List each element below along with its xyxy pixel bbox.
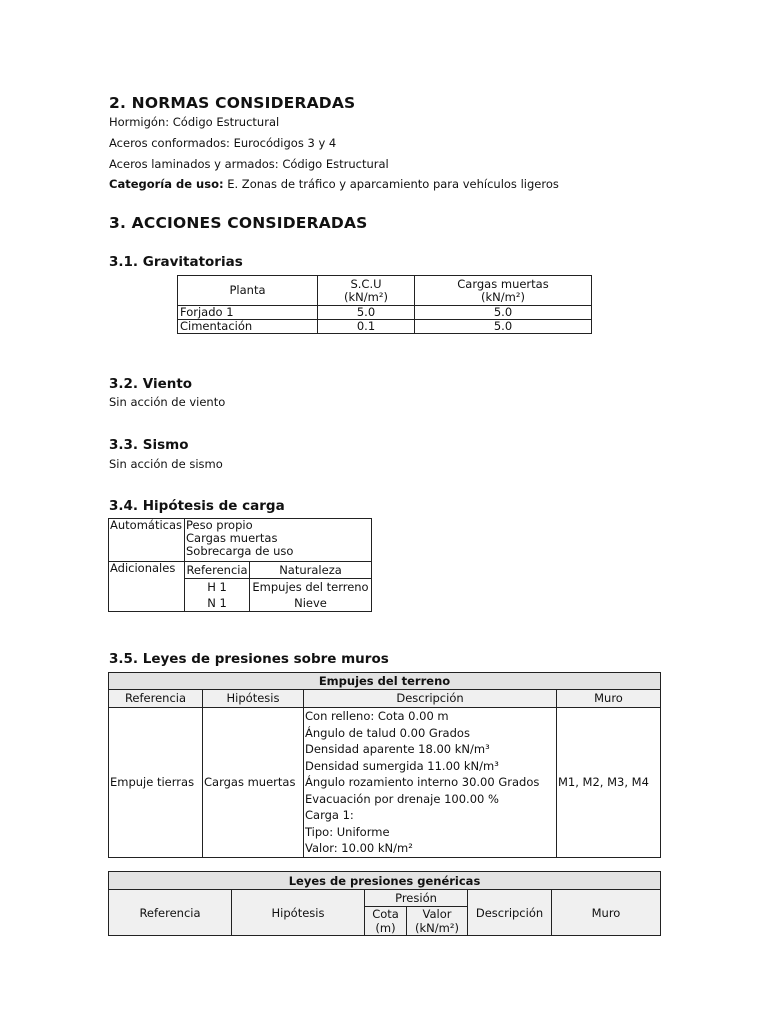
- hipotesis-cell: Cargas muertas: [203, 708, 304, 858]
- table-row: [178, 306, 592, 320]
- ref-cell: N 1: [185, 595, 250, 611]
- section-3-title: 3. ACCIONES CONSIDERADAS: [109, 214, 368, 232]
- nat-cell: Empujes del terreno: [252, 580, 369, 594]
- genericas-table-title: Leyes de presiones genéricas: [109, 872, 661, 890]
- adicionales-table: [185, 562, 371, 611]
- norma-hormigon: Hormigón: Código Estructural: [109, 115, 280, 129]
- table-row: [185, 595, 371, 611]
- empujes-table-title: Empujes del terreno: [109, 673, 661, 690]
- list-item: Peso propio: [186, 518, 253, 532]
- planta-cell: Cimentación: [178, 320, 318, 334]
- automaticas-label: Automáticas: [109, 519, 185, 562]
- categoria-uso-label: Categoría de uso:: [109, 177, 224, 191]
- cm-cell: 5.0: [415, 320, 592, 334]
- cm-cell: 5.0: [415, 306, 592, 320]
- adicionales-cell: [185, 562, 372, 612]
- descripcion-cell: Con relleno: Cota 0.00 m Ángulo de talud 0.00 Grados Densidad aparente 18.00 kN/m³ Densidad sumergida 11.00 kN/m³ Ángulo rozamiento interno 30.00 Grados Evacuación por drenaje 100.00 % Carga 1: Tipo: Uniforme Valor: 10.00 kN/m²: [304, 708, 557, 858]
- col-descripcion: Descripción: [468, 890, 552, 936]
- ref-cell: H 1: [185, 579, 250, 596]
- viento-text: Sin acción de viento: [109, 395, 226, 409]
- categoria-uso-value: E. Zonas de tráfico y aparcamiento para vehículos ligeros: [223, 177, 559, 191]
- gravitatorias-table: [177, 275, 592, 334]
- col-muro: Muro: [557, 690, 661, 708]
- nat-cell: Nieve: [294, 596, 327, 610]
- sismo-title: 3.3. Sismo: [109, 437, 189, 453]
- norma-aceros-laminados: Aceros laminados y armados: Código Estructural: [109, 157, 389, 171]
- table-row: [109, 708, 661, 858]
- col-hipotesis: Hipótesis: [232, 890, 365, 936]
- list-item: Cargas muertas: [186, 531, 278, 545]
- col-hipotesis: Hipótesis: [203, 690, 304, 708]
- hipotesis-table: [108, 518, 372, 612]
- col-cota: Cota (m): [365, 907, 407, 936]
- col-scu: S.C.U (kN/m²): [318, 276, 415, 306]
- scu-cell: 0.1: [318, 320, 415, 334]
- presiones-genericas-table: [108, 871, 661, 936]
- col-valor: Valor (kN/m²): [407, 907, 468, 936]
- section-2-title: 2. NORMAS CONSIDERADAS: [109, 94, 356, 112]
- col-referencia: Referencia: [109, 690, 203, 708]
- categoria-uso: [109, 177, 559, 191]
- adicionales-label: Adicionales: [109, 562, 185, 612]
- col-descripcion: Descripción: [304, 690, 557, 708]
- col-muro: Muro: [552, 890, 661, 936]
- col-naturaleza: Naturaleza: [250, 562, 372, 579]
- col-referencia: Referencia: [109, 890, 232, 936]
- col-cargas-muertas: Cargas muertas (kN/m²): [415, 276, 592, 306]
- muro-cell: M1, M2, M3, M4: [557, 708, 661, 858]
- empujes-table: [108, 672, 661, 858]
- referencia-cell: Empuje tierras: [109, 708, 203, 858]
- norma-aceros-conformados: Aceros conformados: Eurocódigos 3 y 4: [109, 136, 337, 150]
- list-item: Sobrecarga de uso: [186, 544, 294, 558]
- gravitatorias-title: 3.1. Gravitatorias: [109, 254, 243, 270]
- viento-title: 3.2. Viento: [109, 376, 193, 392]
- presiones-title: 3.5. Leyes de presiones sobre muros: [109, 651, 389, 667]
- table-row: [178, 320, 592, 334]
- col-planta: Planta: [178, 276, 318, 306]
- hipotesis-title: 3.4. Hipótesis de carga: [109, 498, 285, 514]
- scu-cell: 5.0: [318, 306, 415, 320]
- automaticas-list: [185, 519, 372, 562]
- table-row: [185, 579, 371, 596]
- sismo-text: Sin acción de sismo: [109, 457, 223, 471]
- planta-cell: Forjado 1: [178, 306, 318, 320]
- col-referencia: Referencia: [186, 563, 248, 577]
- col-presion: Presión: [365, 890, 468, 907]
